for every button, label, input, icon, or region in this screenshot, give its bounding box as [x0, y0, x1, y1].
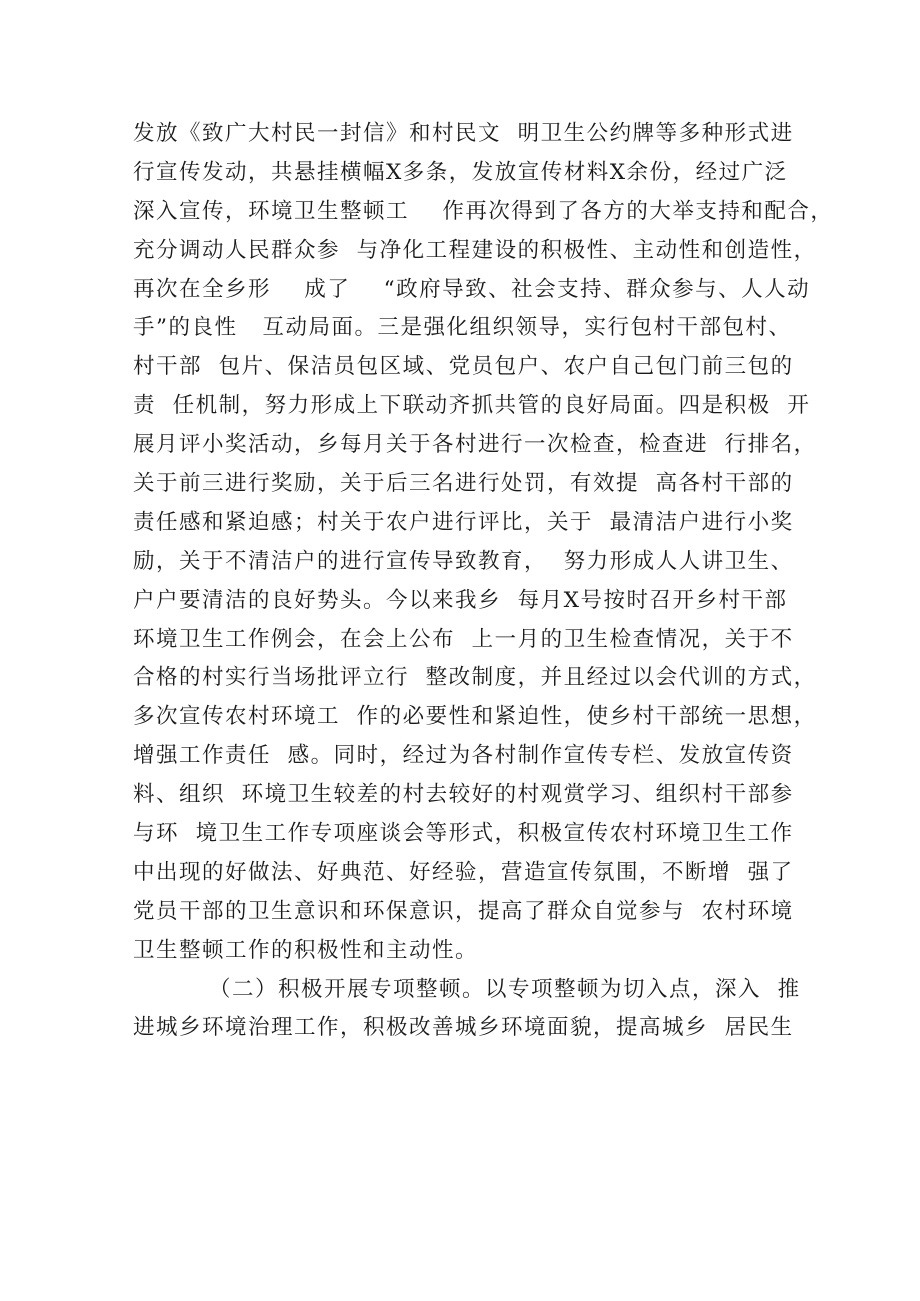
- text-line: 关于前三进行奖励，关于后三名进行处罚，有效提 高各村干部的: [133, 471, 794, 497]
- text-line: 行宣传发动，共悬挂横幅X多条，发放宣传材料X余份，经过广泛: [133, 159, 788, 185]
- body-text: [133, 115, 853, 1048]
- text-line: 多次宣传农村环境工 作的必要性和紧迫性，使乡村干部统一思想，: [133, 704, 817, 730]
- section-heading-line: （二）积极开展专项整顿。以专项整顿为切入点，深入 推: [209, 976, 801, 1002]
- text-line: 增强工作责任 感。同时，经过为各村制作宣传专栏、发放宣传资: [133, 743, 794, 769]
- text-line: 中出现的好做法、好典范、好经验，营造宣传氛围，不断增 强了: [133, 859, 794, 885]
- text-line: 合格的村实行当场批评立行 整改制度，并且经过以会代训的方式，: [133, 665, 817, 691]
- text-line: 环境卫生工作例会，在会上公布 上一月的卫生检查情况，关于不: [133, 626, 794, 652]
- text-line: 进城乡环境治理工作，积极改善城乡环境面貌，提高城乡 居民生: [133, 1015, 794, 1041]
- text-line: 卫生整顿工作的积极性和主动性。: [133, 937, 479, 963]
- text-line: 与环 境卫生工作专项座谈会等形式，积极宣传农村环境卫生工作: [133, 821, 794, 847]
- text-line: 充分调动人民群众参 与净化工程建设的积极性、主动性和创造性，: [133, 237, 817, 263]
- text-line: 党员干部的卫生意识和环保意识，提高了群众自觉参与 农村环境: [133, 898, 794, 924]
- text-line: 励，关于不清洁户的进行宣传导致教育， 努力形成人人讲卫生、: [133, 548, 794, 574]
- text-line: 再次在全乡形 成了 “政府导致、社会支持、群众参与、人人动: [133, 276, 811, 302]
- paragraph-1: [133, 115, 853, 971]
- text-line: 手”的良性 互动局面。三是强化组织领导，实行包村干部包村、: [133, 315, 792, 341]
- text-line: 发放《致广大村民一封信》和村民文 明卫生公约牌等多种形式进: [133, 121, 794, 146]
- text-line: 展月评小奖活动，乡每月关于各村进行一次检查，检查进 行排名，: [133, 432, 817, 458]
- text-line: 村干部 包片、保洁员包区域、党员包户、农户自己包门前三包的: [133, 354, 794, 380]
- text-line: 责 任机制，努力形成上下联动齐抓共管的良好局面。四是积极 开: [133, 393, 811, 419]
- text-line: 深入宣传，环境卫生整顿工 作再次得到了各方的大举支持和配合，: [133, 198, 834, 224]
- text-line: 料、组织 环境卫生较差的村去较好的村观赏学习、组织村干部参: [133, 782, 794, 808]
- text-line: 户户要清洁的良好势头。今以来我乡 每月X号按时召开乡村干部: [133, 587, 788, 613]
- paragraph-2: [133, 971, 853, 1049]
- text-line: 责任感和紧迫感；村关于农户进行评比，关于 最清洁户进行小奖: [133, 509, 794, 535]
